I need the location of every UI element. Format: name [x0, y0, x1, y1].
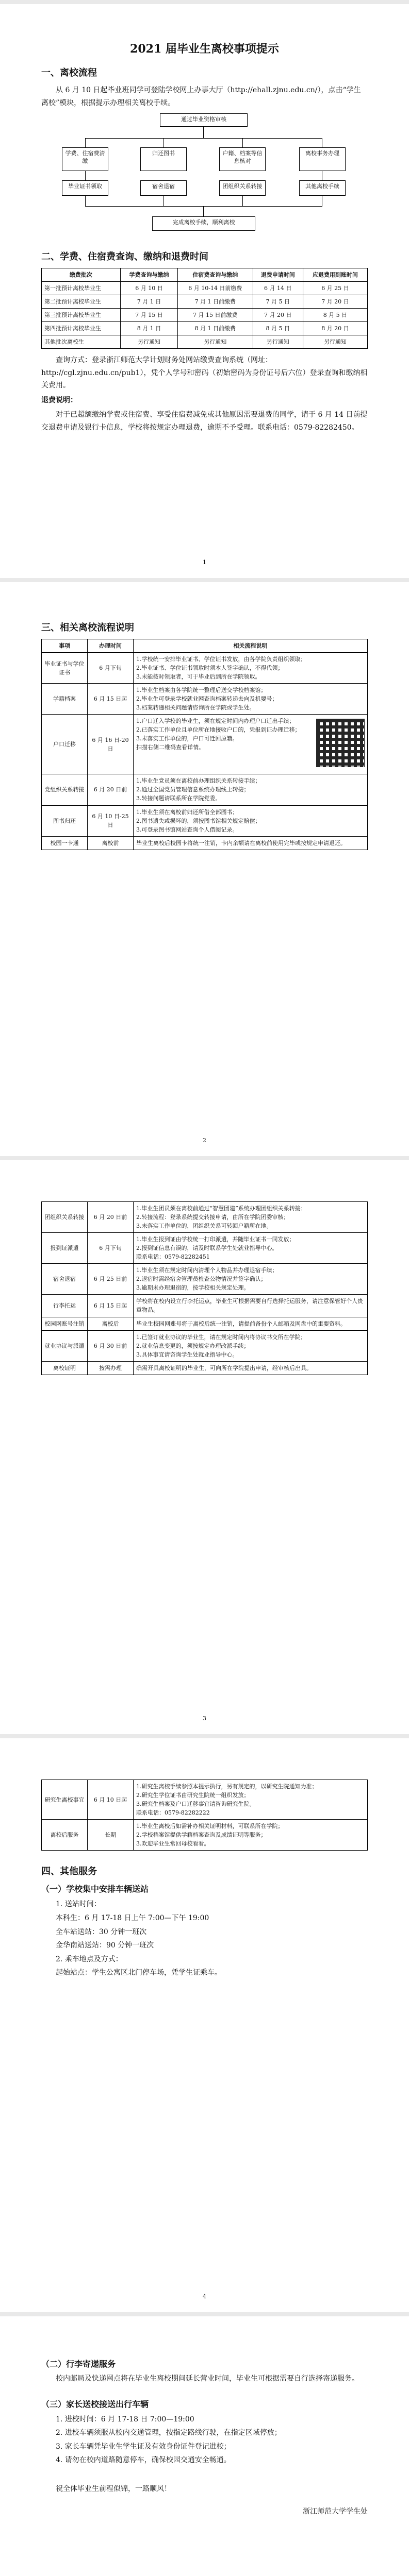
procedure-item-cell: 报到证派遣 [42, 1233, 88, 1264]
table-cell: 第一批预计离校毕业生 [42, 282, 121, 295]
procedure-desc-cell: 毕业生校园网账号将于离校后统一注销，请提前备份个人邮箱及网盘中的重要资料。 [134, 1317, 368, 1330]
procedure-desc-cell: 学校将在校内设立行李托运点，毕业生可根据需要自行选择托运服务，请注意保管好个人贵重物品。 [134, 1295, 368, 1317]
shuttle-line: 起始站点：学生公寓区北门停车场，凭学生证乘车。 [56, 1969, 222, 1977]
page-number: 4 [203, 2293, 206, 2300]
process-flowchart [41, 113, 368, 242]
procedure-table-final [41, 1780, 368, 1851]
procedure-time-cell: 6 月 16 日-20 日 [88, 715, 134, 774]
procedure-item-cell: 研究生离校事宜 [42, 1780, 88, 1820]
procedure-item-cell: 就业协议与派遣 [42, 1330, 88, 1361]
shuttle-heading: （一）学校集中安排车辆送站 [41, 1884, 149, 1894]
procedure-table-continued [41, 1201, 368, 1375]
table-row [42, 1780, 368, 1820]
table-header-cell: 办理时间 [88, 639, 134, 653]
procedure-desc-cell: 1.研究生离校手续参照本提示执行，另有规定的，以研究生院通知为准； 2.研究生学位证书由研究生院统一组织发放； 3.研究生档案及户口迁移事宜请咨询研究生院。 联系电话：0579-82282222 [134, 1780, 368, 1820]
procedure-desc-cell: 确需开具离校证明的毕业生，可向所在学院提出申请，经审核后出具。 [134, 1361, 368, 1375]
procedure-desc-cell: 1.毕业生须在规定时间内清理个人物品并办理退宿手续； 2.退宿时需经宿舍管理员检查公物情况并签字确认； 3.逾期未办理退宿的，按学校相关规定处理。 [134, 1264, 368, 1295]
procedure-time-cell: 6 月 25 日前 [88, 1264, 134, 1295]
table-cell: 7 月 20 日 [253, 309, 303, 322]
procedure-item-cell: 学籍档案 [42, 684, 88, 715]
parking-line: 2. 进校车辆须服从校内交通管理，按指定路线行驶，在指定区域停放； [56, 2429, 282, 2437]
document-page-3 [0, 1160, 409, 1734]
table-row [42, 1820, 368, 1851]
table-header-row [42, 639, 368, 653]
table-header-cell: 退费申请时间 [253, 268, 303, 282]
table-cell: 8 月 5 日 [253, 322, 303, 335]
table-cell: 8 月 5 日 [303, 309, 367, 322]
table-row [42, 1295, 368, 1317]
procedure-time-cell: 6 月 15 日起 [88, 1295, 134, 1317]
document-page-5 [0, 2316, 409, 2576]
table-cell: 另行通知 [120, 335, 177, 349]
table-cell: 7 月 15 日 [120, 309, 177, 322]
page-number: 3 [203, 1715, 206, 1722]
closing-text: 祝全体毕业生前程似锦，一路顺风！ [56, 2484, 171, 2493]
parking-line: 3. 家长车辆凭毕业生学生证及有效身份证件登记进校； [56, 2442, 231, 2451]
procedure-desc-cell: 1.毕业生须在离校前归还所借全部图书； 2.图书遗失或损坏的，须按图书馆相关规定赔偿； 3.可登录图书馆网站查询个人借阅记录。 [134, 805, 368, 836]
table-cell: 8 月 1 日 [120, 322, 177, 335]
table-cell: 7 月 15 日前缴费 [178, 309, 253, 322]
shuttle-line: 1. 送站时间： [56, 1900, 101, 1909]
flow-box-dorm: 宿舍退宿 [140, 180, 187, 196]
table-row [42, 322, 368, 335]
procedure-time-cell: 6 月下旬 [88, 653, 134, 684]
parking-heading: （三）家长送校接送出行车辆 [41, 2399, 149, 2409]
shuttle-line: 全车站送站：30 分钟一班次 [56, 1927, 147, 1936]
table-header-cell: 住宿费查询与缴纳 [178, 268, 253, 282]
table-cell: 7 月 5 日 [253, 295, 303, 309]
shuttle-line: 金华南站送站：90 分钟一班次 [56, 1941, 154, 1950]
table-cell: 8 月 1 日前缴费 [178, 322, 253, 335]
procedure-desc-cell: 1.毕业生报到证由学校统一打印派遣，并随毕业证书一同发放； 2.报到证信息有误的，请及时联系学生处就业指导中心。 联系电话：0579-82282451 [134, 1233, 368, 1264]
table-header-cell: 相关流程说明 [134, 639, 368, 653]
qr-code-icon [316, 719, 365, 767]
table-cell: 第四批预计离校毕业生 [42, 322, 121, 335]
table-cell: 第二批预计离校毕业生 [42, 295, 121, 309]
procedure-item-cell: 图书归还 [42, 805, 88, 836]
document-page-2 [0, 582, 409, 1156]
flow-box-league: 团组织关系转接 [219, 180, 266, 196]
procedure-time-cell: 长期 [88, 1820, 134, 1851]
procedure-time-cell: 6 月 10 日-25 日 [88, 805, 134, 836]
shuttle-line: 2. 乘车地点及方式： [56, 1955, 123, 1963]
procedure-item-cell: 团组织关系转接 [42, 1202, 88, 1233]
table-cell: 7 月 1 日 [120, 295, 177, 309]
refund-heading: 退费说明： [41, 396, 77, 404]
shuttle-line: 本科生：6 月 17-18 日上午 7:00—下午 19:00 [56, 1913, 209, 1922]
table-row [42, 653, 368, 684]
procedure-table [41, 639, 368, 850]
table-row [42, 1317, 368, 1330]
procedure-item-cell: 校园网账号注销 [42, 1317, 88, 1330]
section-heading-fees: 二、学费、住宿费查询、缴纳和退费时间 [41, 251, 208, 262]
flow-box-top: 通过毕业资格审核 [160, 113, 248, 127]
procedure-time-cell: 6 月 10 日起 [88, 1780, 134, 1820]
procedure-time-cell: 6 月 20 日前 [88, 1202, 134, 1233]
table-cell: 7 月 20 日 [303, 295, 367, 309]
procedure-desc-cell: 1.毕业生档案由各学院统一整理后送交学校档案馆； 2.毕业生可登录学校就业网查询档案转递去向及机要号； 3.档案转递相关问题请咨询所在学院或学生处。 [134, 684, 368, 715]
table-row [42, 684, 368, 715]
table-row [42, 836, 368, 850]
luggage-heading: （二）行李寄递服务 [41, 2359, 116, 2369]
flow-box-other: 其他离校手续 [299, 180, 346, 196]
table-row [42, 1264, 368, 1295]
table-row [42, 309, 368, 322]
table-header-cell: 缴费批次 [42, 268, 121, 282]
table-header-cell: 应退费用到账时间 [303, 268, 367, 282]
table-row [42, 1361, 368, 1375]
flow-box-bottom: 完成离校手续，顺利离校 [152, 216, 255, 231]
procedure-desc-cell: 1.户口迁入学校的毕业生，须在规定时间内办理户口迁出手续； 2.已落实工作单位且单位所在地接收户口的，凭报到证办理迁移； 3.未落实工作单位的，户口可迁回原籍。 扫描右侧二维码查看详情。 [134, 715, 368, 774]
flow-box-fees: 学费、住宿费清缴 [62, 147, 108, 171]
procedure-item-cell: 校园一卡通 [42, 836, 88, 850]
procedure-item-cell: 离校证明 [42, 1361, 88, 1375]
document-footer: 浙江师范大学学生处 [303, 2507, 368, 2516]
procedure-time-cell: 离校后 [88, 1317, 134, 1330]
procedure-item-cell: 行李托运 [42, 1295, 88, 1317]
procedure-time-cell: 6 月 20 日前 [88, 774, 134, 805]
parking-line: 4. 请勿在校内道路随意停车，确保校园交通安全畅通。 [56, 2456, 231, 2465]
table-cell: 第三批预计离校毕业生 [42, 309, 121, 322]
procedure-item-cell: 离校后服务 [42, 1820, 88, 1851]
table-cell: 另行通知 [303, 335, 367, 349]
table-row [42, 1202, 368, 1233]
document-title: 2021 届毕业生离校事项提示 [130, 42, 279, 56]
table-cell: 8 月 20 日 [303, 322, 367, 335]
section-heading-flow: 一、离校流程 [41, 67, 97, 78]
table-cell: 7 月 1 日前缴费 [178, 295, 253, 309]
procedure-desc-cell: 1.学校统一安排毕业证书、学位证书发放，由各学院负责组织领取； 2.毕业证书、学位证书领取时须本人签字确认，不得代领； 3.未能按时领取者，可于毕业后到所在学院领取。 [134, 653, 368, 684]
table-cell: 6 月 10 日 [120, 282, 177, 295]
page-number: 1 [203, 559, 206, 566]
table-cell: 另行通知 [253, 335, 303, 349]
procedure-desc-cell: 1.毕业生党员须在离校前办理组织关系转接手续； 2.通过全国党员管理信息系统办理线上转接； 3.转接问题请联系所在学院党委。 [134, 774, 368, 805]
table-header-row [42, 268, 368, 282]
refund-note: 对于已超额缴纳学费或住宿费、享受住宿费减免或其他原因需要退费的同学，请于 6 月 14 日前提交退费申请及银行卡信息，学校将按规定办理退费，逾期不予受理。联系电话：0579-82282450。 [41, 411, 368, 432]
table-row [42, 805, 368, 836]
table-cell: 6 月 14 日 [253, 282, 303, 295]
table-cell: 6 月 10-14 日前缴费 [178, 282, 253, 295]
section-heading-procedures: 三、相关离校流程说明 [41, 622, 134, 633]
procedure-desc-cell: 毕业生离校后校园卡将统一注销，卡内余额请在离校前使用完毕或按规定申请退还。 [134, 836, 368, 850]
procedure-time-cell: 按需办理 [88, 1361, 134, 1375]
luggage-text: 校内邮局及快递网点将在毕业生离校期间延长营业时间，毕业生可根据需要自行选择寄递服务。 [56, 2375, 359, 2383]
document-page-1 [0, 4, 409, 578]
table-row [42, 335, 368, 349]
procedure-item-cell: 党组织关系转接 [42, 774, 88, 805]
table-cell: 6 月 25 日 [303, 282, 367, 295]
table-row [42, 295, 368, 309]
table-cell: 其他批次离校生 [42, 335, 121, 349]
table-row [42, 715, 368, 774]
table-row [42, 1233, 368, 1264]
document-page-4 [0, 1738, 409, 2312]
table-row [42, 1330, 368, 1361]
flow-intro-paragraph: 从 6 月 10 日起毕业班同学可登陆学校网上办事大厅（http://ehall.zjnu.edu.cn/），点击“学生离校”模块，根据提示办理相关离校手续。 [41, 86, 361, 107]
fee-query-note: 查询方式：登录浙江师范大学计划财务处网站缴费查询系统（网址：http://cgl.zjnu.edu.cn/pub1），凭个人学号和密码（初始密码为身份证号后六位）登录查询和缴纳相关费用。 [41, 356, 368, 390]
procedure-time-cell: 6 月下旬 [88, 1233, 134, 1264]
flow-box-books: 归还图书 [140, 147, 187, 171]
flow-box-diploma: 毕业证书领取 [62, 180, 108, 196]
procedure-desc-cell: 1.毕业生团员须在离校前通过“智慧团建”系统办理团组织关系转接； 2.转接流程：登录系统提交转接申请，由所在学院团委审核； 3.未落实工作单位的，团组织关系可转回户籍所在地。 [134, 1202, 368, 1233]
table-row [42, 774, 368, 805]
procedure-item-cell: 户口迁移 [42, 715, 88, 774]
table-header-cell: 事项 [42, 639, 88, 653]
fee-schedule-table [41, 268, 368, 349]
procedure-desc-cell: 1.毕业生离校后如需补办相关证明材料，可联系所在学院； 2.学校档案馆提供学籍档案查询及成绩证明等服务； 3.欢迎毕业生常回母校看看。 [134, 1820, 368, 1851]
parking-line: 1. 进校时间：6 月 17-18 日 7:00—19:00 [56, 2415, 194, 2424]
table-cell: 另行通知 [178, 335, 253, 349]
flow-box-affairs: 离校事务办理 [299, 147, 346, 171]
table-row [42, 282, 368, 295]
procedure-item-cell: 毕业证书与学位证书 [42, 653, 88, 684]
procedure-time-cell: 离校前 [88, 836, 134, 850]
section-heading-services: 四、其他服务 [41, 1866, 97, 1877]
procedure-desc-cell: 1.已签订就业协议的毕业生，请在规定时间内将协议书交所在学院； 2.就业信息变更的，须按规定办理改派手续； 3.具体事宜请咨询学生处就业指导中心。 [134, 1330, 368, 1361]
flow-box-records: 户籍、档案等信息核对 [219, 147, 266, 171]
procedure-time-cell: 6 月 30 日前 [88, 1330, 134, 1361]
page-number: 2 [203, 1137, 206, 1144]
procedure-item-cell: 宿舍退宿 [42, 1264, 88, 1295]
procedure-time-cell: 6 月 15 日起 [88, 684, 134, 715]
table-header-cell: 学费查询与缴纳 [120, 268, 177, 282]
